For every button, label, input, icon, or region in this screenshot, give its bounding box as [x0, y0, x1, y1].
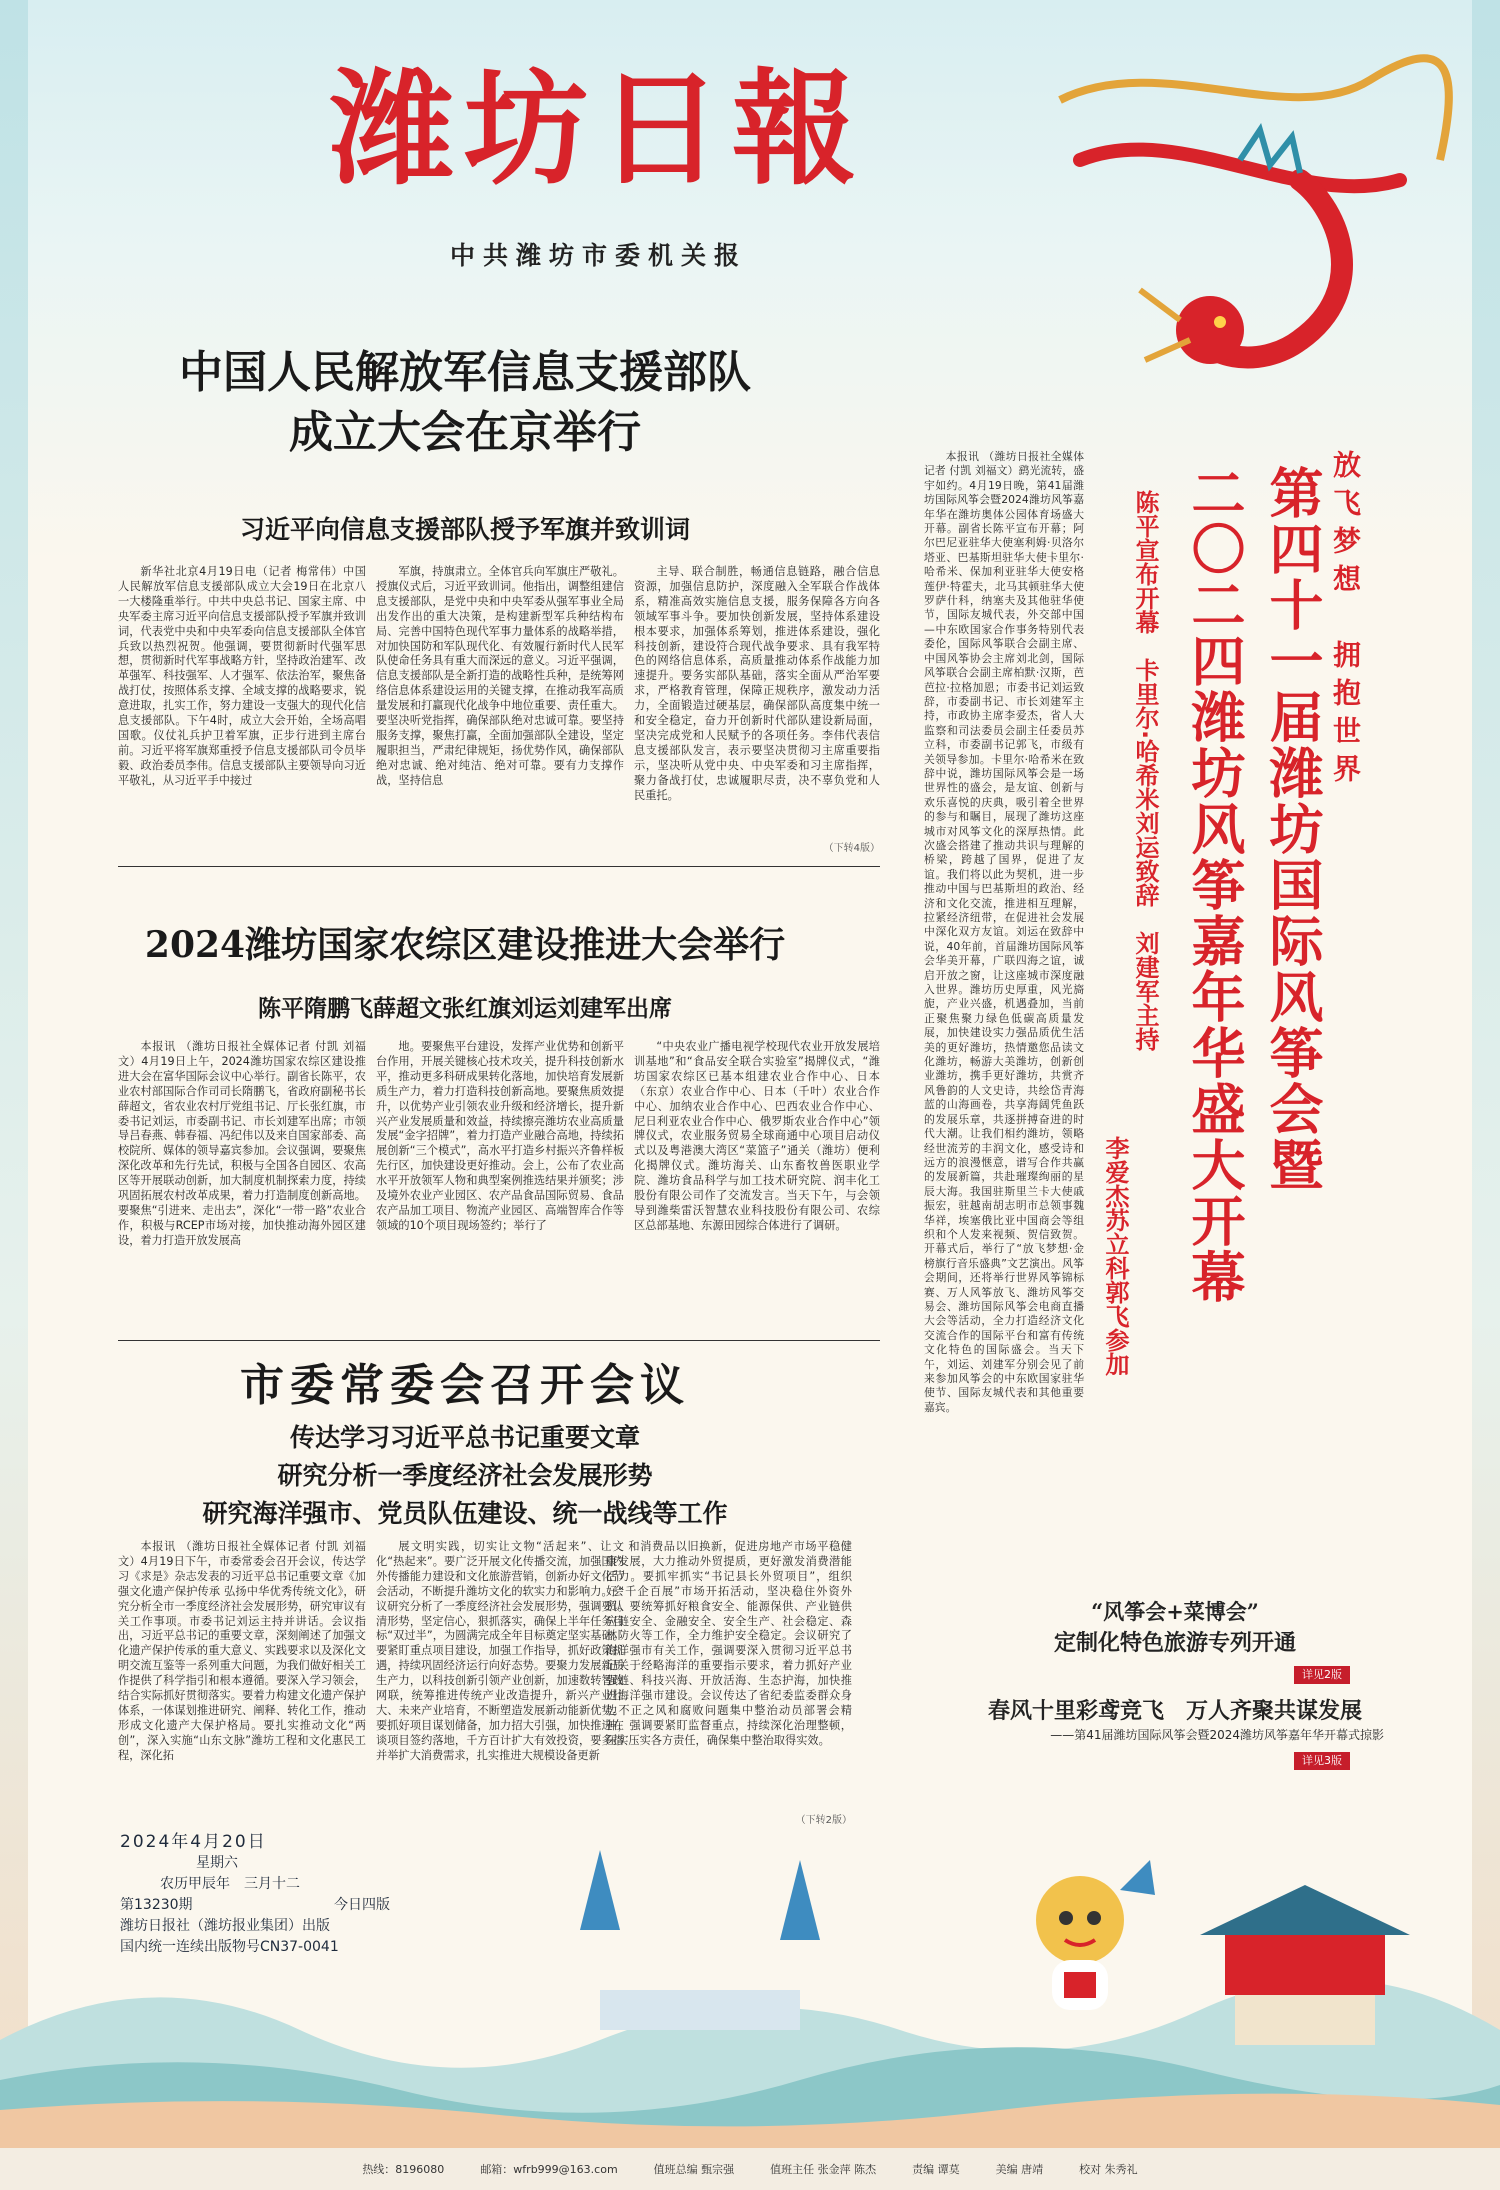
- article2-column-2: 地。要聚焦平台建设，发挥产业优势和创新平台作用，开展关键核心技术攻关，提升科技创新水平，推动更多科研成果转化落地，加快培育发展新质生产力，着力打造科技创新高地。要聚焦质效提升，以优势产业引领农业升级和经济增长，提升新兴产业发展质量和效益，持续擦亮潍坊农业高质量发展“金字招牌”，着力打造产业融合高地，持续拓展创新“三个模式”，高水平打造乡村振兴齐鲁样板先行区，加快建设更好推动。会上，公布了农业高水平开放领军人物和典型案例推选结果并颁奖；涉及境外农业产业园区、农产品食品国际贸易、食品农产品加工项目、物流产业园区、高端智库合作等领域的10个项目现场签约；举行了: [376, 1040, 624, 1232]
- article3-deck-1: 传达学习习近平总书记重要文章: [289, 1423, 640, 1452]
- kite-slogan-1: 放飞梦想: [1329, 450, 1362, 602]
- promo-line-1: “风筝会+菜博会”: [1091, 1599, 1259, 1624]
- promo-line-4: ——第41届潍坊国际风筝会暨2024潍坊风筝嘉年华开幕式掠影: [1050, 1728, 1384, 1742]
- masthead-subtitle: 中共潍坊市委机关报: [450, 241, 748, 270]
- footer-proofreader: 校对 朱秀礼: [1079, 2163, 1138, 2176]
- article1-column-3: 主导、联合制胜，畅通信息链路，融合信息资源，加强信息防护，深度融入全军联合作战体系，精准高效实施信息支援，服务保障各方向各领域军事斗争。要加快创新发展，坚持体系建设根本要求，加强体系筹划，推进体系建设，强化科技创新，建设符合现代战争要求、具有我军特色的网络信息体系，高质量推动体系作战能力加速提升。要务实部队基础，落实全面从严治军要求，严格教育管理，保障正规秩序，激发动力活力，全面锻造过硬基层，确保部队高度集中统一和安全稳定，奋力开创新时代部队建设新局面，坚决完成党和人民赋予的各项任务。李伟代表信息支援部队发言，表示要坚决贯彻习主席重要指示，坚决听从党中央、中央军委和习主席指挥，聚力备战打仗，忠诚履职尽责，决不辜负党和人民重托。: [634, 565, 880, 802]
- kite-headline-2: 二〇二四潍坊风筝嘉年华盛大开幕: [1183, 465, 1246, 1305]
- issue-lunar-date: 农历甲辰年 三月十二: [160, 1876, 300, 1892]
- mascot-illustration: [1010, 1860, 1160, 2030]
- promo-line-2: 定制化特色旅游专列开通: [1053, 1630, 1296, 1656]
- article1-title-line2: 成立大会在京举行: [289, 407, 641, 458]
- issue-publisher: 潍坊日报社（潍坊报业集团）出版: [120, 1918, 330, 1934]
- article3-column-3: 和消费品以旧换新，促进房地产市场平稳健康发展，大力推动外贸提质，更好激发消费潜能活力。要抓牢抓实“书记县长外贸项目”，组织好“千企百展”市场开拓活动，坚决稳住外资外贸。要统筹抓好粮食安全、能源保供、产业链供应链安全、金融安全、安全生产、社会稳定、森林防火等工作，全力维护安全稳定。会议研究了海洋强市有关工作，强调要深入贯彻习近平总书记关于经略海洋的重要指示要求，着力抓好产业强链、科技兴海、开放活海、生态护海，加快推进海洋强市建设。会议传达了省纪委监委群众身边不正之风和腐败问题集中整治动员部署会精神，强调要紧盯监督重点，持续深化治理整顿，压实压实各方责任，确保集中整治取得实效。: [606, 1540, 852, 1747]
- footer-bar: [0, 2148, 1500, 2190]
- issue-number: 第13230期: [120, 1897, 193, 1913]
- article1-continued: （下转4版）: [823, 843, 880, 854]
- divider: [118, 1340, 880, 1341]
- issue-pages: 今日四版: [334, 1897, 390, 1913]
- article2-deck: 陈平隋鹏飞薛超文张红旗刘运刘建军出席: [258, 996, 672, 1022]
- issue-weekday: 星期六: [196, 1855, 238, 1871]
- promo-box: [944, 1586, 1406, 1780]
- see-page-3-link[interactable]: 详见3版: [1294, 1752, 1350, 1770]
- kite-headline-1: 第四十一届潍坊国际风筝会暨: [1261, 465, 1324, 1193]
- issue-cn-number: 国内统一连续出版物号CN37-0041: [120, 1939, 339, 1955]
- footer-hotline: 热线：8196080: [362, 2163, 445, 2176]
- footer-editor: 责编 谭莫: [912, 2163, 960, 2176]
- footer-duty-director: 值班主任 张金萍 陈杰: [770, 2163, 877, 2176]
- promo-line-3: 春风十里彩鸢竞飞 万人齐聚共谋发展: [987, 1698, 1362, 1724]
- article3-column-1: 本报讯 （潍坊日报社全媒体记者 付凯 刘福文）4月19日下午，市委常委会召开会议，传达学习《求是》杂志发表的习近平总书记重要文章《加强文化遗产保护传承 弘扬中华优秀传统文化》，研究分析全市一季度经济社会发展形势，研究审议有关工作事项。市委书记刘运主持并讲话。会议指出，习近平总书记的重要文章，深刻阐述了加强文化遗产保护传承的重大意义、实践要求以及深化文明交流互鉴等一系列重大问题，为我们做好相关工作提供了科学指引和根本遵循。要深入学习领会，结合实际抓好贯彻落实。要着力构建文化遗产保护体系，一体谋划推进研究、阐释、转化工作，推动形成文化遗产大保护格局。要扎实推动文化“两创”，深入实施“山东文脉”潍坊工程和文化惠民工程，深化拓: [118, 1540, 366, 1762]
- dragon-kite-illustration: [1040, 40, 1470, 440]
- article2-column-1: 本报讯 （潍坊日报社全媒体记者 付凯 刘福文）4月19日上午，2024潍坊国家农综区建设推进大会在富华国际会议中心举行。副省长陈平，农业农村部国际合作司司长隋鹏飞，省政府副秘书长薛超文，省农业农村厅党组书记、厅长张红旗，市委书记刘运，市委副书记、市长刘建军出席；市领导吕春燕、韩春福、冯纪伟以及来自国家部委、高校院所、媒体的领导嘉宾参加。会议强调，要聚焦深化改革和先行先试，积极与全国各自园区、农高区等开展联动创新，加大制度机制探索力度，持续巩固拓展农村改革成果，着力打造制度创新高地。要聚焦“引进来、走出去”，深化“一带一路”农业合作，积极与RCEP市场对接，加快推动海外园区建设，着力打造开放发展高: [118, 1040, 366, 1247]
- issue-date: 2024年4月20日: [120, 1832, 267, 1852]
- article3-title: 市委常委会召开会议: [240, 1360, 690, 1411]
- kite-slogan-2: 拥抱世界: [1329, 640, 1362, 792]
- footer-art-editor: 美编 唐靖: [995, 2163, 1044, 2176]
- masthead-title: 潍坊日報: [330, 58, 867, 202]
- article1-column-2: 军旗，持旗肃立。全体官兵向军旗庄严敬礼。授旗仪式后，习近平致训词。他指出，调整组建信息支援部队，是党中央和中央军委从强军事业全局出发作出的重大决策，是构建新型军兵种结构布局、完善中国特色现代军事力量体系的战略举措，对加快国防和军队现代化、有效履行新时代人民军队使命任务具有重大而深远的意义。习近平强调，信息支援部队是全新打造的战略性兵种，是统筹网络信息体系建设运用的关键支撑，在推动我军高质量发展和打赢现代化战争中地位重要、责任重大。要坚决听党指挥，确保部队绝对忠诚可靠。要坚持服务支撑，聚焦打赢，全面加强部队全建设，坚定履职担当，严肃纪律规矩，扬优势作风，确保部队绝对忠诚、绝对纯洁、绝对可靠。要有力支撑作战，坚持信息: [376, 565, 624, 787]
- article3-continued: （下转2版）: [795, 1815, 852, 1826]
- issue-info-block: [120, 1832, 390, 1958]
- article3-deck-2: 研究分析一季度经济社会发展形势: [277, 1461, 653, 1490]
- divider: [118, 866, 880, 867]
- footer-chief-editor: 值班总编 甄宗强: [653, 2163, 735, 2176]
- article1-column-1: 新华社北京4月19日电（记者 梅常伟）中国人民解放军信息支援部队成立大会19日在北京八一大楼隆重举行。中共中央总书记、国家主席、中央军委主席习近平向信息支援部队授予军旗并致训词，代表党中央和中央军委向信息支援部队全体官兵致以热烈祝贺。他强调，要贯彻新时代强军思想，贯彻新时代军事战略方针，坚持政治建军、改革强军、科技强军、人才强军、依法治军，聚焦备战打仗，按照体系支撑、全域支撑的战略要求，锐意进取，扎实工作，努力建设一支强大的现代化信息支援部队。下午4时，成立大会开始，全场高唱国歌。仪仗礼兵护卫着军旗，正步行进到主席台前。习近平将军旗郑重授予信息支援部队司令员毕毅、政治委员李伟。信息支援部队主要领导向习近平敬礼，从习近平手中接过: [118, 565, 366, 787]
- article3-deck-3: 研究海洋强市、党员队伍建设、统一战线等工作: [202, 1499, 728, 1528]
- article3-column-2: 展文明实践，切实让文物“活起来”、让文化“热起来”。要广泛开展文化传播交流，加强国内外传播能力建设和文化旅游营销，创新办好文化节会活动，不断提升潍坊文化的软实力和影响力。会议研究分析了一季度经济社会发展形势，强调要认清形势，坚定信心，狠抓落实，确保上半年任务目标“双过半”，为圆满完成全年目标奠定坚实基础。要紧盯重点项目建设，加强工作指导，抓好政策机遇，持续巩固经济运行向好态势。要聚力发展新质生产力，以科技创新引领产业创新，加速数转智改网联，统筹推进传统产业改造提升，新兴产业壮大、未来产业培育，不断塑造发展新动能新优势。要抓好项目谋划储备，加力招大引强，加快推进在谈项目签约落地，千方百计扩大有效投资，要多措并举扩大消费需求，扎实推进大规模设备更新: [376, 1540, 624, 1762]
- see-page-2-link[interactable]: 详见2版: [1294, 1666, 1350, 1684]
- article1-deck: 习近平向信息支援部队授予军旗并致训词: [239, 515, 690, 544]
- footer-email: 邮箱：wfrb999@163.com: [480, 2163, 618, 2176]
- article2-title: 2024潍坊国家农综区建设推进大会举行: [144, 924, 786, 966]
- kite-deck-2: 李爱杰苏立科郭飞参加: [1101, 1136, 1129, 1376]
- article2-column-3: “中央农业广播电视学校现代农业开放发展培训基地”和“食品安全联合实验室”揭牌仪式，“潍坊国家农综区已基本组建农业合作中心、日本（东京）农业合作中心、日本（千叶）农业合作中心、加纳农业合作中心、巴西农业合作中心、尼日利亚农业合作中心、俄罗斯农业合作中心”领牌仪式，农业服务贸易全球商通中心项目启动仪式以及粤港澳大湾区“菜篮子”通关（潍坊）便利化揭牌仪式。潍坊海关、山东畜牧兽医职业学院、潍坊食品科学与加工技术研究院、润丰化工股份有限公司作了交流发言。当天下午，与会领导到潍柴雷沃智慧农业科技股份有限公司、农综区总部基地、东源田园综合体进行了调研。: [634, 1040, 880, 1232]
- kite-article-body: 本报讯 （潍坊日报社全媒体记者 付凯 刘福文）鹞光流转，盛宇如约。4月19日晚，第41届潍坊国际风筝会暨2024潍坊风筝嘉年华在潍坊奥体公园体育场盛大开幕。副省长陈平宣布开幕；阿尔巴尼亚驻华大使塞利姆·贝洛尔塔亚、巴基斯坦驻华大使卡里尔·哈希米、保加利亚驻华大使安格莲伊·特霍夫，北马其顿驻华大使罗萨什科，纳塞夫及其他驻华使节，国际友城代表，外交部中国—中东欧国家合作事务特别代表委伦，国际风筝联合会副主席、中国风筝协会主席刘北剑，国际风筝联合会副主席柏默·汉斯，芭芭拉·拉格加恩；市委书记刘运致辞，市委副书记、市长刘建军主持，市政协主席李爱杰，省人大监察和司法委员会副主任委员苏立科，市委副书记郭飞，市级有关领导参加。卡里尔·哈希米在致辞中说，潍坊国际风筝会是一场世界性的盛会，是友谊、创新与欢乐喜悦的庆典，吸引着全世界的参与和瞩目，展现了潍坊这座城市对风筝文化的深厚热情。此次盛会搭建了推动共识与理解的桥梁，跨越了国界，促进了友谊。我们将以此为契机，进一步推动中国与巴基斯坦的政治、经济和文化交流，推进相互理解，拉紧经济纽带，在促进社会发展中深化双方友谊。刘运在致辞中说，40年前，首届潍坊国际风筝会华美开幕，广联四海之谊，诚启开放之窗，让这座城市深度融入世界。潍坊历史厚重，风光旖旎，产业兴盛，机遇叠加，当前正聚焦聚力绿色低碳高质量发展，加快建设实力强品质优生活美的更好潍坊，热情邀您品读文化潍坊，畅游大美潍坊，创新创业潍坊，携手更好潍坊，共赏齐风鲁韵的人文史诗，共绘岱青海蓝的山海画卷，共享海阔凭鱼跃的发展乐章，共逐拼搏奋进的时代大潮。让我们相约潍坊，领略经世流芳的丰润文化，感受诗和远方的浪漫惬意，谱写合作共赢的发展新篇，共赴璀璨绚丽的星辰大海。我国驻斯里兰卡大使戚振宏，驻越南胡志明市总领事魏华祥，埃塞俄比亚中国商会等组织和个人发来视频、贺信致贺。开幕式后，举行了“放飞梦想·金榜旗行音乐盛典”文艺演出。风筝会期间，还将举行世界风筝锦标赛、万人风筝放飞、潍坊风筝交易会、潍坊国际风筝会电商直播大会等活动，全力打造经济文化交流合作的国际平台和富有传统文化特色的国际盛会。当天下午，刘运、刘建军分别会见了前来参加风筝会的中东欧国家驻华使节、国际友城代表和其他重要嘉宾。: [924, 450, 1084, 1414]
- kite-deck-1: 陈平宣布开幕 卡里尔·哈希米刘运致辞 刘建军主持: [1131, 490, 1159, 1052]
- article1-title-line1: 中国人民解放军信息支援部队: [179, 347, 751, 398]
